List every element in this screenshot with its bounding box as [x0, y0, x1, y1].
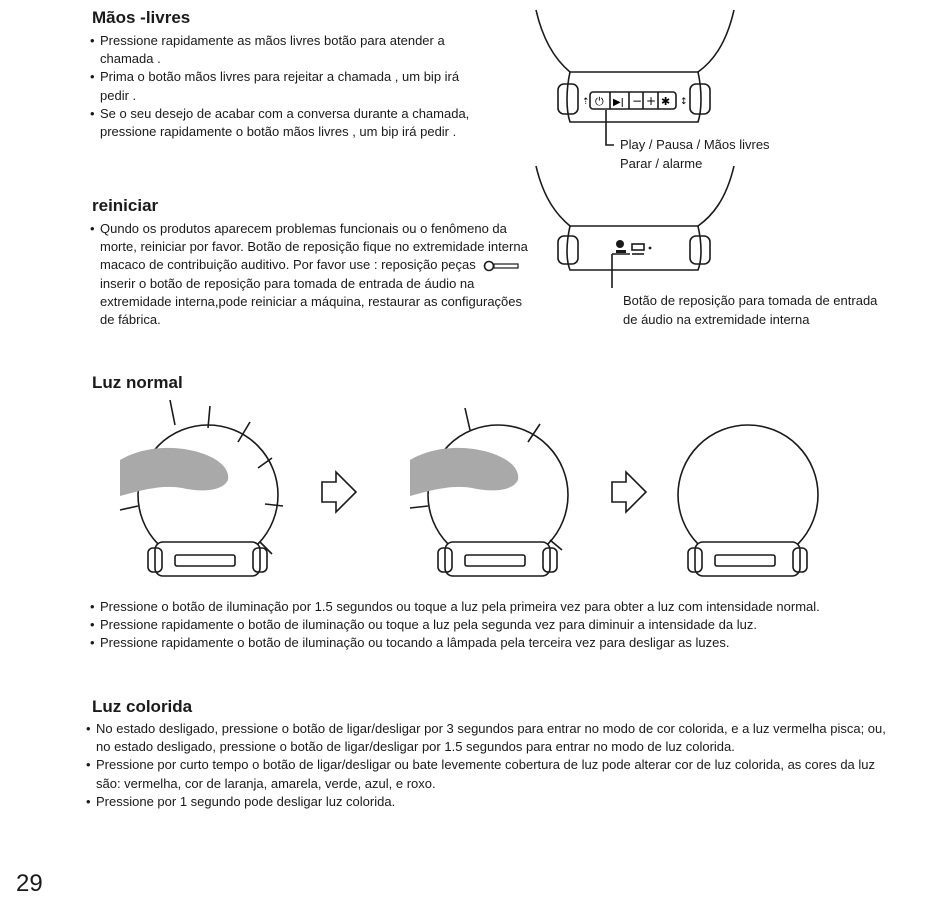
color-light-heading: Luz colorida [92, 697, 193, 716]
list-item: • Pressione rapidamente o botão de iluminação ou toque a luz pela segunda vez para diminuir a intensidade da luz. [90, 616, 900, 634]
svg-text:⏻: ⏻ [595, 95, 604, 108]
handsfree-heading: Mãos -livres [92, 8, 191, 27]
svg-text:+: + [646, 94, 657, 108]
list-item: • Pressione rapidamente o botão de iluminação ou tocando a lâmpada pela terceira vez para desligar as luzes. [90, 634, 900, 652]
normal-light-heading: Luz normal [92, 373, 183, 392]
list-item: • Pressione por 1 segundo pode desligar luz colorida. [86, 793, 886, 811]
svg-text:−: − [632, 94, 643, 108]
list-item: • Se o seu desejo de acabar com a conversa durante a chamada, pressione rapidamente o botão mãos livres , um bip irá pedir . [90, 105, 470, 141]
reset-text-after: inserir o botão de reposição para tomada de entrada de áudio na extremidade interna,pode reiniciar a máquina, restaurar as configurações de fábrica. [100, 275, 523, 328]
reset-list [90, 220, 530, 329]
page-number: 29 [16, 870, 43, 897]
lamp-bright [120, 400, 283, 576]
handsfree-button-diagram [530, 0, 740, 140]
arrow-right-icon [612, 472, 646, 512]
handsfree-list [90, 32, 470, 141]
svg-text:✱: ✱ [661, 95, 671, 108]
normal-light-list [90, 598, 900, 653]
svg-text:▶ǀ: ▶ǀ [613, 97, 624, 108]
list-item: • Pressione rapidamente as mãos livres botão para atender a chamada . [90, 32, 470, 68]
reset-button-diagram [530, 160, 740, 300]
svg-text:⇡: ⇡ [582, 97, 590, 107]
list-item [90, 220, 530, 329]
list-item: • No estado desligado, pressione o botão de ligar/desligar por 3 segundos para entrar no modo de cor colorida, e a luz vermelha pisca; ou, no estado desligado, pressione o botão de ligar/desligar por 1.5 segundos para entrar no modo de luz colorida. [86, 720, 886, 756]
color-light-list [86, 720, 886, 811]
reset-pin-icon [483, 260, 519, 272]
list-item: • Pressione por curto tempo o botão de ligar/desligar ou bate levemente cobertura de luz pode alterar cor de luz colorida, as cores da luz são: vermelha, cor de laranja, amarela, verde, azul, e roxo. [86, 756, 886, 792]
reset-diagram-caption: Botão de reposição para tomada de entrada de áudio na extremidade interna [623, 293, 878, 327]
reset-heading: reiniciar [92, 196, 159, 215]
list-item: • Prima o botão mãos livres para rejeitar a chamada , um bip irá pedir . [90, 68, 470, 104]
reset-text-before: Qundo os produtos aparecem problemas funcionais ou o fenômeno da morte, reiniciar por favor. Botão de reposição fique no extremidade interna macaco de contribuição auditivo. Por favor use : reposição peças [100, 221, 528, 273]
lamp-dimmed [410, 408, 568, 576]
lamp-off [678, 425, 818, 576]
arrow-right-icon [322, 472, 356, 512]
svg-text:↕: ↕ [680, 97, 688, 107]
list-item: • Pressione o botão de iluminação por 1.5 segundos ou toque a luz pela primeira vez para obter a luz com intensidade normal. [90, 598, 900, 616]
handsfree-diagram-caption: Play / Pausa / Mãos livres Parar / alarme [620, 137, 770, 171]
normal-light-illustration [100, 400, 880, 590]
